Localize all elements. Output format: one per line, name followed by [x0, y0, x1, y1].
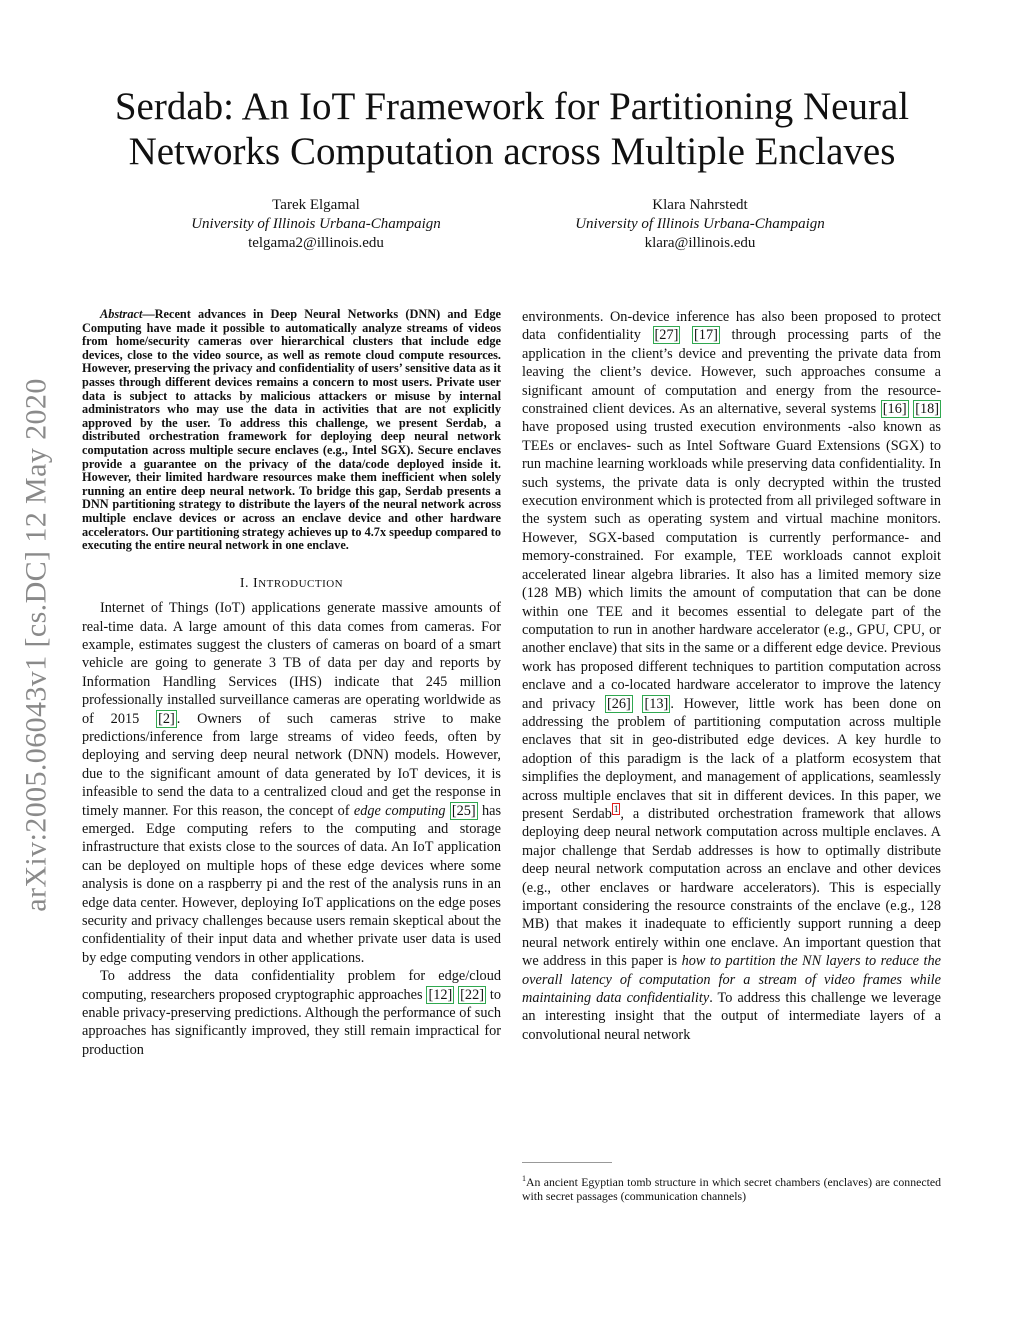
- right-column: [522, 308, 941, 1044]
- right-column-paragraph: environments. On-device inference has also been proposed to protect data confidentiality [27] [17] through processing parts of the application in the client’s device and preventing the private data from leaving the client’s device. However, such approaches consume a significant amount of computation and energy from the resource-constrained client devices. As an alternative, several systems [16] [18] have proposed using trusted execution environments -also known as TEEs or enclaves- such as Intel Software Guard Extensions (SGX) to run machine learning workloads while preserving data confidentiality. In such systems, the private data is only decrypted within the trusted execution environment which is protected from all privileged software in the system such as operating system and virtual machine monitors. However, SGX-based computation is currently performance- and memory-constrained. For example, TEE workloads cannot exploit accelerated linear algebra libraries. It also has a limited memory size (128 MB) which limits the amount of computation that can be done within one TEE and it becomes essential to delegate part of the computation to run in another hardware accelerator (e.g., GPU, CPU, or another enclave) that sits in the same or a different edge device. Previous work has proposed different techniques to partition computation across enclave and a co-located hardware accelerator to improve the latency and privacy [26] [13] . However, little work has been done on addressing the problem of partitioning computation across multiple enclaves that sit in geo-distributed edge devices. A key hurdle to adoption of this paradigm is the lack of a platform ecosystem that simplifies the deployment, and management of applications, seamlessly across multiple enclaves that sit in different devices. In this paper, we present Serdab $^1$ , a distributed orchestration framework that allows deploying deep neural network computation across multiple enclaves. A major challenge that Serdab addresses is how to optimally distribute deep neural network computation across an enclave and other devices (e.g., other enclaves or hardware accelerators). This is especially important considering the resource constraints of the enclave (e.g., 128 MB) that makes it inadequate to efficiently support running a deep neural network entirely within one enclave. An important question that we address in this paper is how to partition the NN layers to reduce the overall latency of computation for a stream of video frames while maintaining data confidentiality. To address this challenge we leverage an interesting insight that the output of intermediate layers of a convolutional neural network: [522, 309, 941, 1043]
- author-affiliation: University of Illinois Urbana-Champaign: [191, 216, 441, 232]
- citation-link[interactable]: [25]: [451, 802, 476, 819]
- intro-paragraph-1: Internet of Things (IoT) applications generate massive amounts of real-time data. A large amount of this data comes from cameras. For example, estimates suggest the clusters of cameras on board of a smart vehicle are going to generate 3 TB of data per day and reports by Information Handling Services (IHS) indicate that 245 million professionally installed surveillance cameras are operating worldwide as of 2015 [2] . Owners of such cameras strive to make predictions/inference from large streams of video feeds, often by deploying and serving deep neural network (DNN) models. However, due to the significant amount of data generated by IoT devices, it is infeasible to send the data to a centralized cloud and get the response in timely manner. For this reason, the concept of edge computing [25] has emerged. Edge computing refers to the computing and storage infrastructure that exists close to the sources of data. An IoT application can be deployed on multiple hops of these edge devices where some analysis is done on a raspberry pi and the rest of the analysis runs in an edge data center. However, deploying IoT applications on the edge poses security and privacy challenges because users remain skeptical about the confidentiality of their input data and whether private user data is used by edge computing vendors in other applications.: [82, 600, 502, 966]
- author-2: [520, 196, 880, 253]
- arxiv-sidebar: [16, 340, 58, 950]
- author-email: klara@illinois.edu: [644, 235, 756, 251]
- footnote: [522, 1172, 941, 1203]
- abstract: [82, 308, 501, 553]
- footnote-mark: 1: [522, 1174, 526, 1183]
- arxiv-identifier: arXiv:2005.06043v1 [cs.DC] 12 May 2020: [20, 378, 54, 912]
- left-column: [82, 308, 501, 1059]
- footnote-link[interactable]: 1: [613, 804, 619, 815]
- citation-link[interactable]: [27]: [654, 327, 679, 344]
- author-email: telgama2@illinois.edu: [248, 235, 384, 251]
- abstract-label: Abstract: [100, 307, 143, 321]
- author-affiliation: University of Illinois Urbana-Champaign: [575, 216, 825, 232]
- citation-link[interactable]: [13]: [644, 695, 669, 712]
- footnote-rule: [522, 1162, 612, 1163]
- abstract-text: —Recent advances in Deep Neural Networks (DNN) and Edge Computing have made it possible to automatically analyze streams of videos from home/security cameras over hierarchical clusters that include edge devices, close to the video source, as well as remote cloud compute resources. However, preserving the privacy and confidentiality of users’ sensitive data as it passes through different devices remains a concern to most users. Private user data is subject to attacks by malicious attackers or misuse by internal administrators who may use the data in activities that are not explicitly approved by the user. To address this challenge, we present Serdab, a distributed orchestration framework for deploying deep neural network computation across multiple secure enclaves (e.g., Intel SGX). Secure enclaves provide a guarantee on the privacy of the data/code deployed inside it. However, their limited hardware resources make them inefficient when solely running an entire deep neural network. To bridge this gap, Serdab presents a DNN partitioning strategy to distribute the layers of the neural network across multiple enclave devices or across an enclave device and other hardware accelerators. Our partitioning strategy achieves up to 4.7x speedup compared to executing the entire neural network in one enclave.: [82, 307, 501, 553]
- author-name: Klara Nahrstedt: [652, 197, 748, 213]
- footnote-text: An ancient Egyptian tomb structure in which secret chambers (enclaves) are connected with secret passages (communication channels): [522, 1174, 941, 1203]
- citation-link[interactable]: [26]: [606, 695, 631, 712]
- paper-title: Serdab: An IoT Framework for Partitioning Neural Networks Computation across Multiple Enclaves: [114, 85, 910, 173]
- citation-link[interactable]: [2]: [158, 710, 175, 727]
- citation-link[interactable]: [22]: [460, 986, 484, 1003]
- intro-paragraph-2: To address the data confidentiality problem for edge/cloud computing, researchers proposed cryptographic approaches [12] [22] to enable privacy-preserving predictions. Although the performance of such approaches has significantly improved, they still remain impractical for production: [82, 968, 501, 1058]
- citation-link[interactable]: [18]: [915, 401, 940, 418]
- citation-link[interactable]: [12]: [428, 986, 453, 1003]
- citation-link[interactable]: [17]: [694, 327, 718, 344]
- citation-link[interactable]: [16]: [882, 401, 907, 418]
- author-name: Tarek Elgamal: [272, 197, 360, 213]
- section-heading-introduction: I. INTRODUCTION: [239, 575, 344, 591]
- author-1: [136, 196, 496, 253]
